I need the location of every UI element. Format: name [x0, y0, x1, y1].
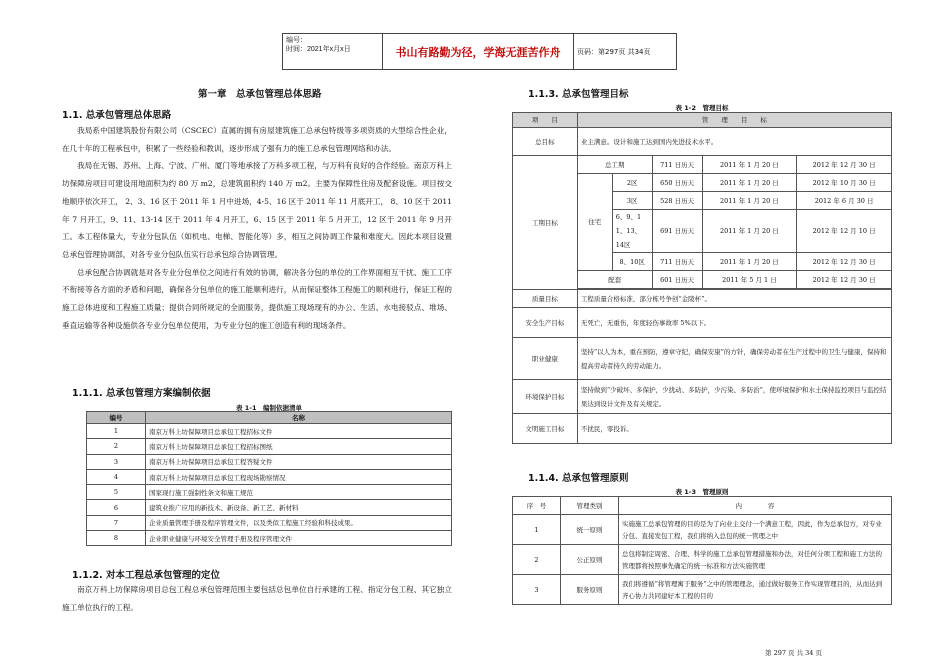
table-row: 6 建筑业推广应用的新技术、新设备、新工艺、新材料 — [87, 500, 452, 515]
paragraph-company: 我局系中国建筑股份有限公司（CSCEC）直属的拥有房屋建筑施工总承包特级等多项资质的大型综合性企业，在几十年的工程承包中，积累了一些经验和教训，逐步形成了强有力的施工总承包管理网络和办法。 — [62, 126, 452, 153]
table-row: 2 公正原则 总包将制定周密、合理、科学的施工总承包管理措施和办法，对任何分项工程和施工方法的管理都将按照事先确定的统一标准和方法实施管理 — [513, 545, 892, 575]
col-number: 编号 — [87, 412, 146, 424]
header-time: 时间：2021年x月x日 — [286, 46, 351, 53]
table-row: 环境保护目标 坚持做到“少破坏、多保护，少扰动、多防护，少污染、多防治”，使环境保护和水土保持监控项目与监控结果达到设计文件及有关规定。 — [513, 380, 892, 414]
table-row: 8、10区 711 日历天 2011 年 1 月 20 日 2012 年 12 月 30 日 — [513, 253, 892, 271]
table-row: 质量目标 工程质量合格标准，部分栋号争创“金陵杯”。 — [513, 290, 892, 308]
chapter-title: 第一章 总承包管理总体思路 — [198, 89, 322, 100]
paragraph-project: 我局在无锡、苏州、上海、宁波、广州、厦门等地承接了万科多项工程，与万科有良好的合作经验。南京万科上坊保障房项目可建设用地面积为约 80 万 m2，总建筑面积约 140 万 m2。主要为保障性住房及配套设施。项目按交地顺序依次开工， 2、3、16 区于 2011 年 1 月中进场，4-5、16 区于 2011 年 11 月底开工， 8、10 区于 2011 年 7 月开工，9、11、13-14 区于 2011 年 4 月开工，6、15 区于 2011 年 5 月开工，12 区于 2011 年 9 月开工。本工程体量大，专业分包队伍（如机电、电梯、智能化等）多，相互之间协调工作量和难度大。因此本项目设置总承包管理协调部，对各专业分包队伍实行总承包综合协调管理。 — [62, 161, 452, 259]
table-row: 1 南京万科上坊保障项目总承包工程招标文件 — [87, 424, 452, 439]
period-goal-label: 工期目标 — [513, 156, 578, 290]
positioning-text — [62, 581, 452, 616]
table-row: 4 南京万科上坊保障项目总承包工程现场勘察情况 — [87, 469, 452, 484]
intro-text — [62, 122, 452, 334]
col-name: 名称 — [146, 412, 452, 424]
table-row: 安全生产目标 无死亡，无重伤，年度轻伤事故率 5%以下。 — [513, 308, 892, 338]
section-title-1-1-3: 1.1.3. 总承包管理目标 — [528, 89, 629, 100]
table-row: 3 南京万科上坊保障项目总承包工程答疑文件 — [87, 454, 452, 469]
table-row: 文明施工目标 不扰民，零投诉。 — [513, 414, 892, 444]
section-title-1-1-1: 1.1.1. 总承包管理方案编制依据 — [72, 388, 211, 399]
header-meta — [283, 34, 383, 69]
section-title-1-1-4: 1.1.4. 总承包管理原则 — [528, 473, 629, 484]
col-content: 内 容 — [619, 497, 892, 515]
header-number: 编号： — [286, 37, 307, 44]
table-row: 总目标 业主满意。设计和施工达到国内先进技术水平。 — [513, 128, 892, 156]
table-row: 7 企业质量管理手册及程序管理文件，以及类似工程施工经验和科技成果。 — [87, 515, 452, 530]
page-footer: 第 297 页 共 34 页 — [765, 649, 823, 657]
table-row: 5 国家现行施工强制性条文和施工规范 — [87, 485, 452, 500]
table-row: 8 企业职业健康与环境安全管理手册及程序管理文件 — [87, 531, 452, 546]
table-row: 职业健康 坚持“以人为本，重在预防，遵章守纪，确保安康”的方针，确保劳动者在生产过程中的卫生与健康，保持和提高劳动者持久的劳动能力。 — [513, 338, 892, 380]
table-basis-list — [86, 411, 452, 546]
table-management-goals — [512, 112, 892, 444]
paragraph-positioning: 南京万科上坊保障房项目总包工程总承包管理范围主要包括总包单位自行承建的工程、指定分包工程、其它独立施工单位执行的工程。 — [62, 585, 452, 612]
table-row: 住宅 2区 650 日历天 2011 年 1 月 20 日 2012 年 10 月 30 日 — [513, 174, 892, 192]
header-slogan: 书山有路勤为径，学海无涯苦作舟 — [383, 34, 574, 69]
table-row: 3 服务原则 我们将遵循“将管理寓于服务”之中的管理理念，通过做好服务工作实现管理目的，从而达到齐心协力共同建好本工程的目的 — [513, 575, 892, 605]
paragraph-coordination: 总承包配合协调就是对各专业分包单位之间进行有效的协调，解决各分包的单位的工作界面相互干扰、施工工序不衔接等各方面的矛盾和问题，确保各分包单位的施工能顺利进行，从而保证整体工程施工的顺利进行，保证工程的施工总体进度和工程施工质量；提供合同所规定的全面服务，提供施工现场现有的办公、生活、水电接驳点、堆场、垂直运输等各种设施供各专业分包单位使用，为专业分包的施工创造有利的现场条件。 — [62, 267, 452, 330]
table-row: 1 统一原则 实施施工总承包管理的目的是为了向业主交付一个满意工程，因此，作为总承包方，对专业分包、直接发包工程，我们将纳入总包的统一管理之中 — [513, 515, 892, 545]
table-1-2-caption: 表 1-2 管理目标 — [675, 104, 729, 112]
table-row: 配套 601 日历天 2011 年 5 月 1 日 2012 年 12 月 30 日 — [513, 271, 892, 289]
section-title-1-1: 1.1. 总承包管理总体思路 — [62, 110, 172, 121]
residential-label: 住宅 — [577, 174, 612, 271]
page-header — [282, 33, 677, 70]
table-management-principles — [512, 496, 892, 605]
table-row: 3区 528 日历天 2011 年 1 月 20 日 2012 年 6 月 30 日 — [513, 192, 892, 210]
table-1-3-caption: 表 1-3 管理原则 — [675, 488, 729, 496]
table-row: 工期目标 总工期 711 日历天 2011 年 1 月 20 日 2012 年 12 月 30 日 — [513, 156, 892, 174]
col-seq: 序 号 — [513, 497, 561, 515]
header-page-number: 页码：第297页 共34页 — [577, 47, 651, 56]
section-title-1-1-2: 1.1.2. 对本工程总承包管理的定位 — [72, 570, 220, 581]
table-1-1-caption: 表 1-1 编制依据清单 — [235, 404, 302, 412]
col-item: 项 目 — [513, 113, 578, 128]
col-category: 管理类别 — [561, 497, 619, 515]
col-goal: 管 理 目 标 — [577, 113, 891, 128]
table-row: 2 南京万科上坊保障项目总承包工程招标图纸 — [87, 439, 452, 454]
table-row: 6、9、1 1、13、 14区 691 日历天 2011 年 1 月 20 日 2012 年 12 月 10 日 — [513, 210, 892, 253]
